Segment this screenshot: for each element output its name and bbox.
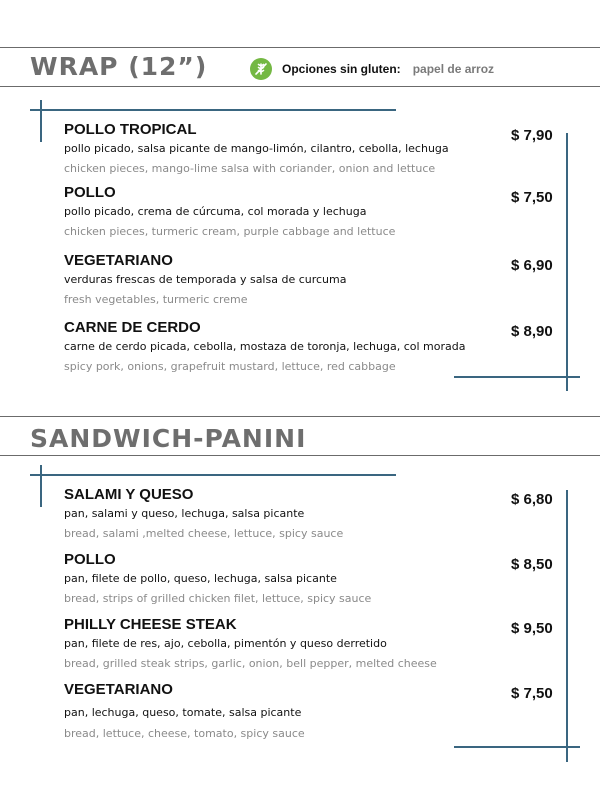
wrap-item-pollo	[64, 184, 584, 240]
gluten-free-value: papel de arroz	[412, 62, 495, 76]
sandwich-frame-bottom	[454, 746, 580, 748]
wrap-price-pollo: $ 7,50	[511, 189, 553, 206]
sandwich-section-title: SANDWICH-PANINI	[30, 424, 307, 453]
item-description-en: spicy pork, onions, grapefruit mustard, lettuce, red cabbage	[64, 360, 396, 373]
gluten-free-label: Opciones sin gluten:	[282, 62, 401, 76]
sandwich-bottom-rule	[0, 455, 600, 456]
item-name: VEGETARIANO	[64, 252, 173, 269]
item-description-es: pan, lechuga, queso, tomate, salsa picante	[64, 706, 302, 719]
wrap-price-vegetariano: $ 6,90	[511, 257, 553, 274]
sandwich-item-pollo	[64, 551, 584, 607]
wrap-frame-left	[40, 100, 42, 142]
sandwich-item-vegetariano	[64, 681, 584, 742]
item-description-es: pan, filete de pollo, queso, lechuga, salsa picante	[64, 572, 337, 585]
item-description-es: carne de cerdo picada, cebolla, mostaza de toronja, lechuga, col morada	[64, 340, 466, 353]
gluten-free-note	[250, 57, 494, 81]
sandwich-frame-top	[30, 474, 396, 476]
item-description-es: pan, filete de res, ajo, cebolla, pimentón y queso derretido	[64, 637, 387, 650]
item-name: VEGETARIANO	[64, 681, 173, 698]
wrap-price-carne-de-cerdo: $ 8,90	[511, 323, 553, 340]
item-name: POLLO TROPICAL	[64, 121, 197, 138]
item-description-en: bread, grilled steak strips, garlic, onion, bell pepper, melted cheese	[64, 657, 437, 670]
sandwich-frame-left	[40, 465, 42, 507]
item-description-es: pollo picado, salsa picante de mango-limón, cilantro, cebolla, lechuga	[64, 142, 449, 155]
sandwich-price-vegetariano: $ 7,50	[511, 685, 553, 702]
wrap-price-pollo-tropical: $ 7,90	[511, 127, 553, 144]
wrap-item-carne-de-cerdo	[64, 319, 584, 375]
item-description-es: pollo picado, crema de cúrcuma, col morada y lechuga	[64, 205, 367, 218]
item-name: POLLO	[64, 551, 116, 568]
gluten-free-icon	[250, 58, 272, 80]
item-description-en: bread, salami ,melted cheese, lettuce, spicy sauce	[64, 527, 344, 540]
item-description-es: pan, salami y queso, lechuga, salsa picante	[64, 507, 305, 520]
item-description-en: bread, strips of grilled chicken filet, lettuce, spicy sauce	[64, 592, 372, 605]
item-name: CARNE DE CERDO	[64, 319, 201, 336]
item-name: SALAMI Y QUESO	[64, 486, 194, 503]
item-description-es: verduras frescas de temporada y salsa de curcuma	[64, 273, 347, 286]
wrap-section-title: WRAP (12”)	[30, 52, 208, 81]
item-description-en: fresh vegetables, turmeric creme	[64, 293, 248, 306]
wrap-item-vegetariano	[64, 252, 584, 308]
sandwich-top-rule	[0, 416, 600, 417]
sandwich-item-philly-cheese-steak	[64, 616, 584, 672]
item-name: POLLO	[64, 184, 116, 201]
sandwich-item-salami-y-queso	[64, 486, 584, 542]
item-description-en: bread, lettuce, cheese, tomato, spicy sauce	[64, 727, 305, 740]
wrap-frame-top	[30, 109, 396, 111]
sandwich-price-philly-cheese-steak: $ 9,50	[511, 620, 553, 637]
wrap-bottom-rule	[0, 86, 600, 87]
item-description-en: chicken pieces, mango-lime salsa with coriander, onion and lettuce	[64, 162, 436, 175]
item-name: PHILLY CHEESE STEAK	[64, 616, 237, 633]
wrap-top-rule	[0, 47, 600, 48]
sandwich-price-salami-y-queso: $ 6,80	[511, 491, 553, 508]
item-description-en: chicken pieces, turmeric cream, purple cabbage and lettuce	[64, 225, 396, 238]
wrap-frame-bottom	[454, 376, 580, 378]
sandwich-price-pollo: $ 8,50	[511, 556, 553, 573]
wrap-item-pollo-tropical	[64, 121, 584, 177]
